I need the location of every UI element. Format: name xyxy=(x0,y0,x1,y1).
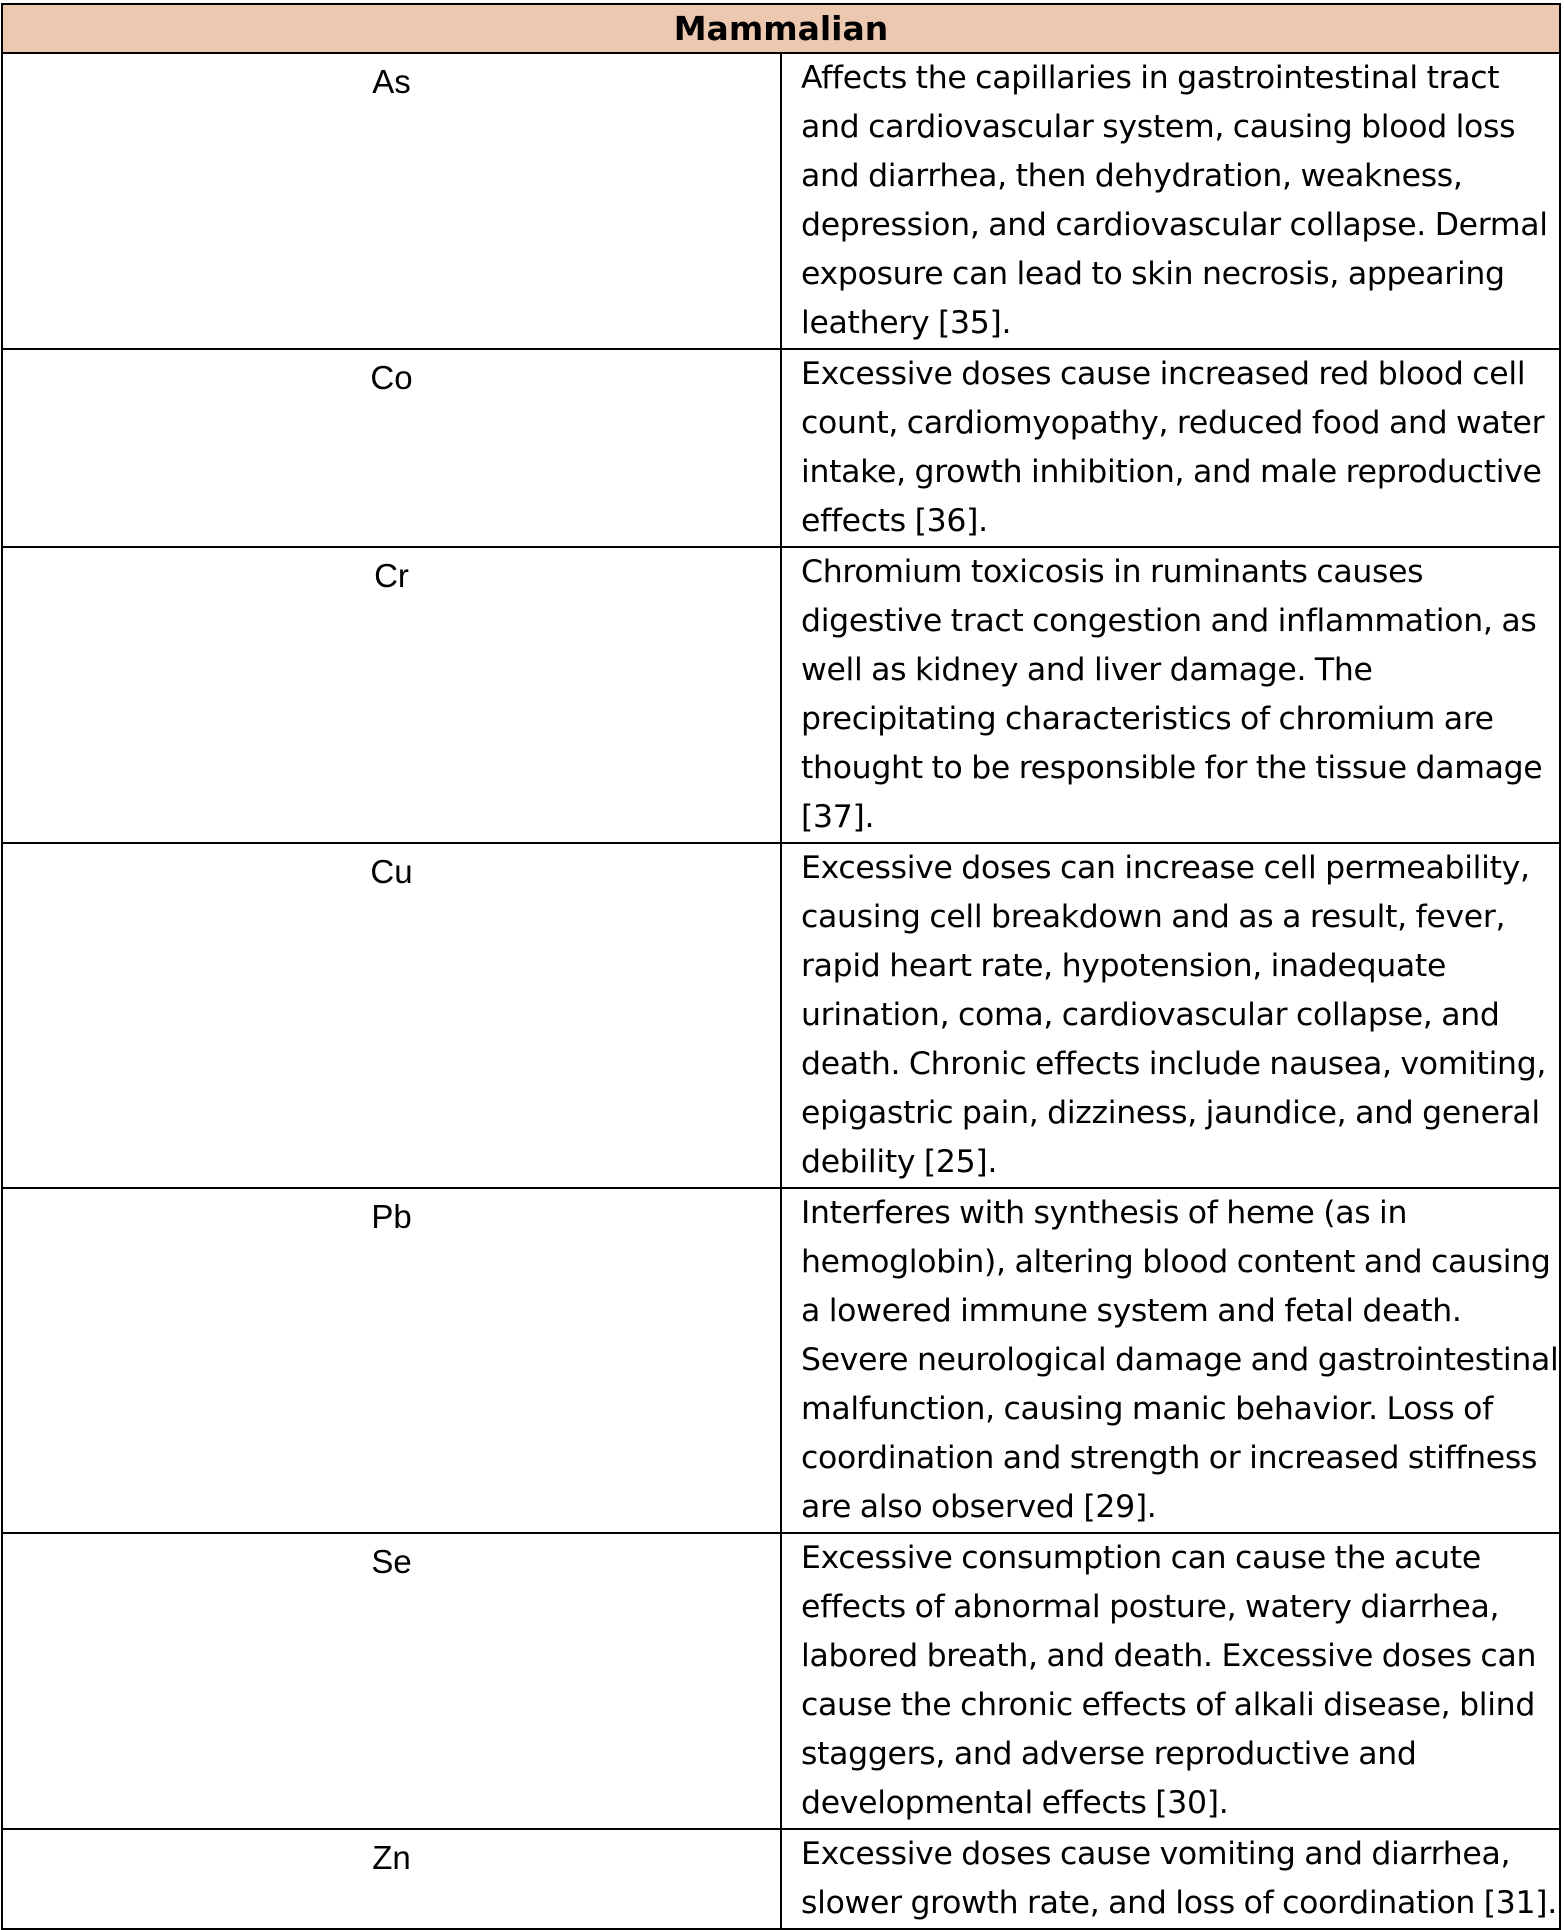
table-header: Mammalian xyxy=(2,4,1560,53)
element-symbol-cell: Cr xyxy=(2,547,781,843)
effect-description-cell: Excessive consumption can cause the acute effects of abnormal posture, watery diarrhea, labored breath, and death. Excessive doses can cause the chronic effects of alkali disease, blind staggers, and adverse reproductive and developmental effects [30]. xyxy=(781,1533,1560,1829)
effect-description-cell: Chromium toxicosis in ruminants causes digestive tract congestion and inflammation, as well as kidney and liver damage. The precipitating characteristics of chromium are thought to be responsible for the tissue damage [37]. xyxy=(781,547,1560,843)
table-row xyxy=(2,547,1560,843)
toxicity-table xyxy=(1,3,1561,1930)
element-symbol-cell: Cu xyxy=(2,843,781,1188)
table-row xyxy=(2,53,1560,349)
element-symbol-cell: Se xyxy=(2,1533,781,1829)
element-symbol-cell: As xyxy=(2,53,781,349)
table-row xyxy=(2,1533,1560,1829)
effect-description-cell: Affects the capillaries in gastrointestinal tract and cardiovascular system, causing blood loss and diarrhea, then dehydration, weakness, depression, and cardiovascular collapse. Dermal exposure can lead to skin necrosis, appearing leathery [35]. xyxy=(781,53,1560,349)
table-header-row xyxy=(2,4,1560,53)
effect-description-cell: Excessive doses cause vomiting and diarrhea, slower growth rate, and loss of coordination [31]. xyxy=(781,1829,1560,1929)
effect-description-cell: Excessive doses cause increased red blood cell count, cardiomyopathy, reduced food and water intake, growth inhibition, and male reproductive effects [36]. xyxy=(781,349,1560,547)
element-symbol-cell: Zn xyxy=(2,1829,781,1929)
table-row xyxy=(2,1188,1560,1533)
element-symbol-cell: Pb xyxy=(2,1188,781,1533)
effect-description-cell: Interferes with synthesis of heme (as in hemoglobin), altering blood content and causing a lowered immune system and fetal death. Severe neurological damage and gastrointestinal malfunction, causing manic behavior. Loss of coordination and strength or increased stiffness are also observed [29]. xyxy=(781,1188,1560,1533)
effect-description-cell: Excessive doses can increase cell permeability, causing cell breakdown and as a result, fever, rapid heart rate, hypotension, inadequate urination, coma, cardiovascular collapse, and death. Chronic effects include nausea, vomiting, epigastric pain, dizziness, jaundice, and general debility [25]. xyxy=(781,843,1560,1188)
element-symbol-cell: Co xyxy=(2,349,781,547)
table-row xyxy=(2,349,1560,547)
table-row xyxy=(2,1829,1560,1929)
table-row xyxy=(2,843,1560,1188)
